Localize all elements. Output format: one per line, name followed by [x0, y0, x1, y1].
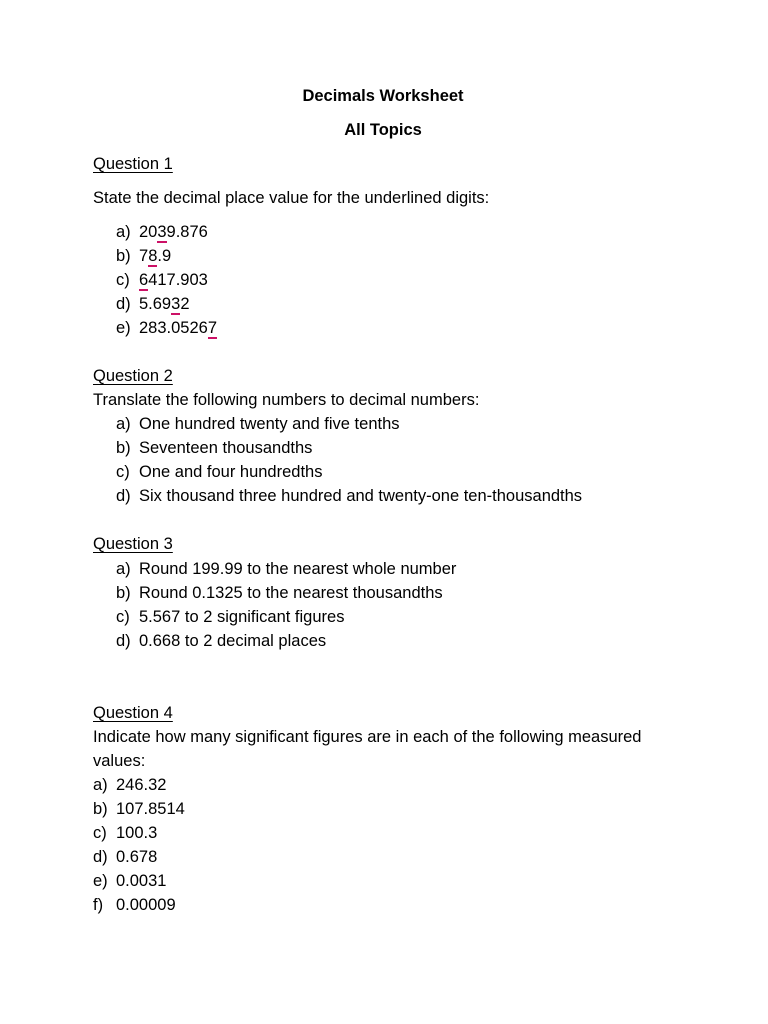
number-part: .9 — [157, 247, 172, 265]
item-text: 0.00009 — [116, 896, 176, 914]
number-part: 20 — [139, 223, 158, 241]
q1-item-d — [116, 295, 190, 314]
q2-item-c — [116, 463, 322, 482]
number-part: 9.876 — [166, 223, 208, 241]
item-text: Round 199.99 to the nearest whole number — [139, 560, 457, 578]
list-marker: a) — [93, 776, 108, 794]
underlined-digit: 7 — [207, 319, 218, 337]
question-4-prompt-line-2: values: — [93, 752, 146, 770]
list-marker: c) — [116, 608, 130, 626]
list-marker: d) — [93, 848, 108, 866]
list-marker: d) — [116, 632, 131, 650]
item-text: 0.0031 — [116, 872, 167, 890]
q4-item-f — [93, 896, 176, 915]
question-1-heading: Question 1 — [93, 155, 173, 173]
q4-item-d — [93, 848, 157, 867]
item-text: 100.3 — [116, 824, 158, 842]
q3-item-d — [116, 632, 326, 651]
worksheet-title: Decimals Worksheet — [302, 87, 464, 105]
list-marker: c) — [116, 463, 130, 481]
question-3-heading: Question 3 — [93, 535, 173, 553]
number-part: 5.69 — [139, 295, 172, 313]
list-marker: b) — [116, 247, 131, 265]
list-marker: a) — [116, 560, 131, 578]
list-marker: b) — [116, 439, 131, 457]
q1-item-a — [116, 223, 208, 242]
item-text: Round 0.1325 to the nearest thousandths — [139, 584, 443, 602]
worksheet-subtitle: All Topics — [344, 121, 422, 139]
q1-item-e — [116, 319, 217, 338]
item-text: One hundred twenty and five tenths — [139, 415, 400, 433]
question-2-prompt: Translate the following numbers to decimal numbers: — [93, 391, 480, 409]
item-text: 0.668 to 2 decimal places — [139, 632, 327, 650]
q3-item-a — [116, 560, 456, 579]
q4-item-b — [93, 800, 185, 819]
list-marker: b) — [116, 584, 131, 602]
question-4-prompt-line-1: Indicate how many significant figures are in each of the following measured — [93, 728, 642, 746]
list-marker: b) — [93, 800, 108, 818]
q1-item-b — [116, 247, 171, 266]
q2-item-a — [116, 415, 400, 434]
question-4-heading: Question 4 — [93, 704, 173, 722]
q2-item-b — [116, 439, 312, 458]
item-text: 5.567 to 2 significant figures — [139, 608, 345, 626]
q1-item-c — [116, 271, 208, 290]
list-marker: c) — [116, 271, 130, 289]
underlined-digit: 6 — [139, 271, 149, 289]
list-marker: a) — [116, 415, 131, 433]
item-text: 107.8514 — [116, 800, 185, 818]
list-marker: f) — [93, 896, 104, 914]
q3-item-b — [116, 584, 443, 603]
list-marker: c) — [93, 824, 107, 842]
number-part: 2 — [180, 295, 190, 313]
q4-item-c — [93, 824, 157, 843]
list-marker: e) — [93, 872, 108, 890]
underlined-digit: 3 — [157, 223, 167, 241]
list-marker: a) — [116, 223, 131, 241]
question-1-prompt: State the decimal place value for the underlined digits: — [93, 189, 490, 207]
item-text: Six thousand three hundred and twenty-one ten-thousandths — [139, 487, 583, 505]
q3-item-c — [116, 608, 344, 627]
item-text: 0.678 — [116, 848, 158, 866]
q4-item-a — [93, 776, 166, 795]
q2-item-d — [116, 487, 582, 506]
q4-item-e — [93, 872, 166, 891]
item-text: One and four hundredths — [139, 463, 323, 481]
number-part: 417.903 — [148, 271, 208, 289]
question-2-heading: Question 2 — [93, 367, 173, 385]
underlined-digit: 8 — [148, 247, 158, 265]
item-text: 246.32 — [116, 776, 167, 794]
item-text: Seventeen thousandths — [139, 439, 313, 457]
list-marker: d) — [116, 295, 131, 313]
list-marker: e) — [116, 319, 131, 337]
number-part: 283.0526 — [139, 319, 208, 337]
number-part: 7 — [139, 247, 149, 265]
underlined-digit: 3 — [171, 295, 181, 313]
list-marker: d) — [116, 487, 131, 505]
